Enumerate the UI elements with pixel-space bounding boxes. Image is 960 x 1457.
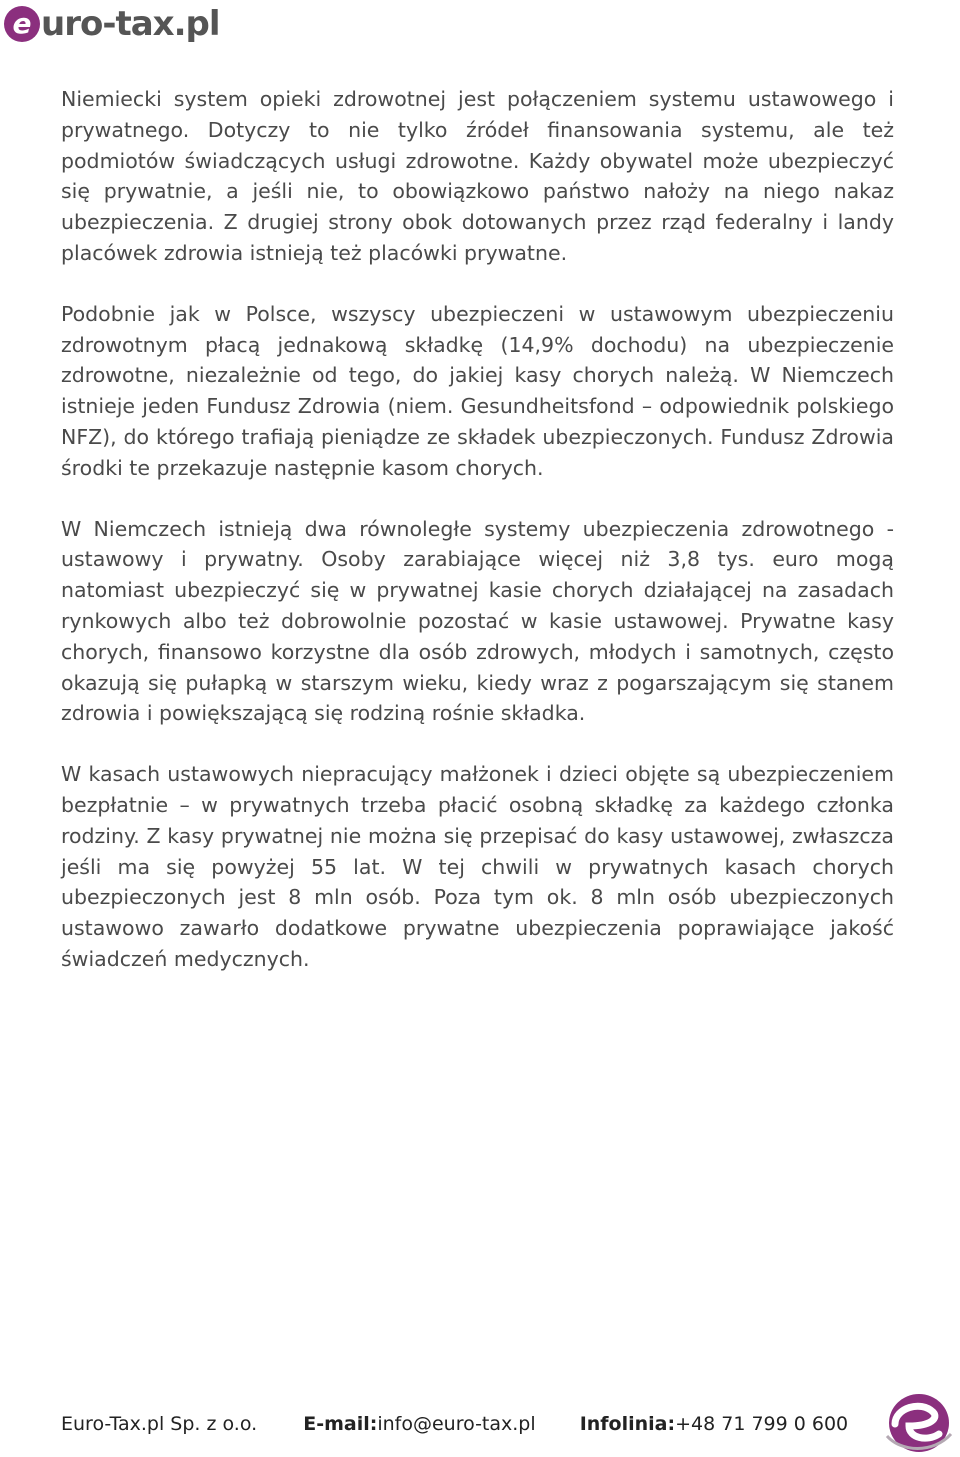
footer-email-label: E-mail: — [303, 1413, 378, 1435]
footer-phone-label: Infolinia: — [579, 1413, 676, 1435]
document-body — [61, 84, 894, 1005]
logo-text: uro-tax.pl — [41, 4, 220, 44]
footer-email-link[interactable]: info@euro-tax.pl — [377, 1413, 536, 1435]
paragraph-4: W kasach ustawowych niepracujący małżonek i dzieci objęte są ubezpieczeniem bezpłatnie – w prywatnych trzeba płacić osobną składkę za każdego członka rodziny. Z kasy prywatnej nie można się przepisać do kasy ustawowej, zwłaszcza jeśli ma się powyżej 55 lat. W tej chwili w prywatnych kasach chorych ubezpieczonych jest 8 mln osób. Poza tym ok. 8 mln osób ubezpieczonych ustawowo zawarło dodatkowe prywatne ubezpieczenia poprawiające jakość świadczeń medycznych. — [61, 762, 894, 971]
header-logo — [4, 0, 219, 48]
footer — [61, 1413, 848, 1435]
paragraph-3: W Niemczech istnieją dwa równoległe systemy ubezpieczenia zdrowotnego - ustawowy i prywatny. Osoby zarabiające więcej niż 3,8 tys. euro mogą natomiast ubezpieczyć się w prywatnej kasie chorych działającej na zasadach rynkowych albo też dobrowolnie pozostać w kasie ustawowej. Prywatne kasy chorych, finansowo korzystne dla osób zdrowych, młodych i samotnych, często okazują się pułapką w starszym wieku, kiedy wraz z pogarszającym się stanem zdrowia i powiększającą się rodziną rośnie składka. — [61, 516, 894, 726]
footer-phone-value: +48 71 799 0 600 — [675, 1413, 849, 1435]
logo-e-icon: e — [4, 6, 40, 42]
paragraph-2: Podobnie jak w Polsce, wszyscy ubezpieczeni w ustawowym ubezpieczeniu zdrowotnym płacą jednakową składkę (14,9% dochodu) na ubezpieczenie zdrowotne, niezależnie od tego, do jakiej kasy chorych należą. W Niemczech istnieje jeden Fundusz Zdrowia (niem. Gesundheitsfond – odpowiednik polskiego NFZ), do którego trafiają pieniądze ze składek ubezpieczonych. Fundusz Zdrowia środki te przekazuje następnie kasom chorych. — [61, 301, 894, 480]
footer-phone — [580, 1413, 848, 1435]
footer-email — [303, 1413, 535, 1435]
footer-logo-icon — [881, 1390, 953, 1454]
paragraph-1: Niemiecki system opieki zdrowotnej jest połączeniem systemu ustawowego i prywatnego. Dotyczy to nie tylko źródeł finansowania systemu, ale też podmiotów świadczących usługi zdrowotne. Każdy obywatel może ubezpieczyć się prywatnie, a jeśli nie, to obowiązkowo państwo nałoży na niego nakaz ubezpieczenia. Z drugiej strony obok dotowanych przez rząd federalny i landy placówek zdrowia istnieją też placówki prywatne. — [61, 87, 894, 265]
footer-company: Euro-Tax.pl Sp. z o.o. — [61, 1413, 258, 1435]
